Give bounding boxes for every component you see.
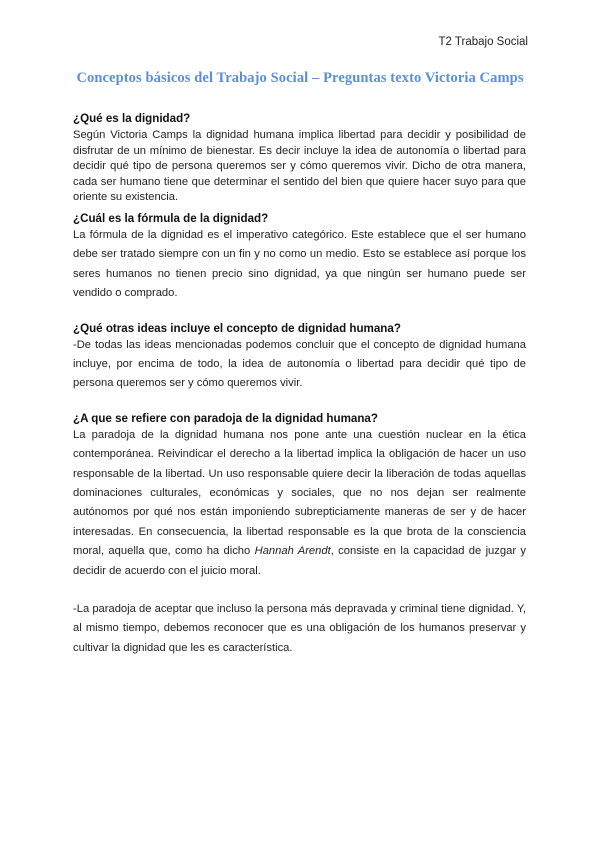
answer-paragraph: -De todas las ideas mencionadas podemos concluir que el concepto de dignidad humana incluye, por encima de todo, la idea de autonomía o libertad para decidir qué tipo de persona queremos ser y cómo queremos vivir. xyxy=(73,338,526,390)
question-heading: ¿Qué es la dignidad? xyxy=(73,112,191,125)
answer-paragraph: La fórmula de la dignidad es el imperativo categórico. Este establece que el ser humano debe ser tratado siempre con un fin y no como un medio. Esto se establece así porque los seres humanos no tienen precio sino dignidad, ya que ningún ser humano puede ser vendido o comprado. xyxy=(73,228,526,300)
running-header: T2 Trabajo Social xyxy=(438,36,528,48)
question-heading: ¿Cuál es la fórmula de la dignidad? xyxy=(73,211,269,225)
section-paradoja xyxy=(73,412,526,658)
section-formula xyxy=(73,212,526,304)
document-title: Conceptos básicos del Trabajo Social – Preguntas texto Victoria Camps xyxy=(76,70,524,86)
answer-paragraph xyxy=(73,426,526,581)
question-heading: ¿A que se refiere con paradoja de la dignidad humana? xyxy=(73,411,378,425)
answer-text-part1: La paradoja de la dignidad humana nos pone ante una cuestión nuclear en la ética contemporánea. Reivindicar el derecho a la libertad implica la obligación de hacer un uso responsable de la libertad. Un uso responsable quiere decir la liberación de todas aquellas dominaciones culturales, económicas y sociales, que no nos dejan ser realmente autónomos por qué nos están imponiendo subrepticiamente maneras de ser y de hacer interesadas. En consecuencia, la libertad responsable es la que brota de la consciencia moral, aquella que, como ha dicho xyxy=(73,428,526,558)
section-otras-ideas xyxy=(73,322,526,394)
answer-paragraph: Según Victoria Camps la dignidad humana implica libertad para decidir y posibilidad de disfrutar de un mínimo de bienestar. Es decir incluye la idea de autonomía o libertad para decidir qué tipo de persona queremos ser y cómo queremos vivir. Dicho de otra manera, cada ser humano tiene que determinar el sentido del bien que quiere hacer suyo para que oriente su existencia. xyxy=(73,129,526,204)
cited-author: Hannah Arendt xyxy=(254,545,331,558)
answer-text-part2: , consiste en la capacidad de juzgar y decidir de acuerdo con el juicio moral. xyxy=(73,545,526,577)
question-heading: ¿Qué otras ideas incluye el concepto de dignidad humana? xyxy=(73,321,401,335)
answer-paragraph-extra: -La paradoja de aceptar que incluso la persona más depravada y criminal tiene dignidad. Y, al mismo tiempo, debemos reconocer que es una obligación de los humanos preservar y cultivar la dignidad que les es característica. xyxy=(73,603,526,654)
section-dignidad xyxy=(73,112,526,206)
document-body xyxy=(73,112,526,658)
